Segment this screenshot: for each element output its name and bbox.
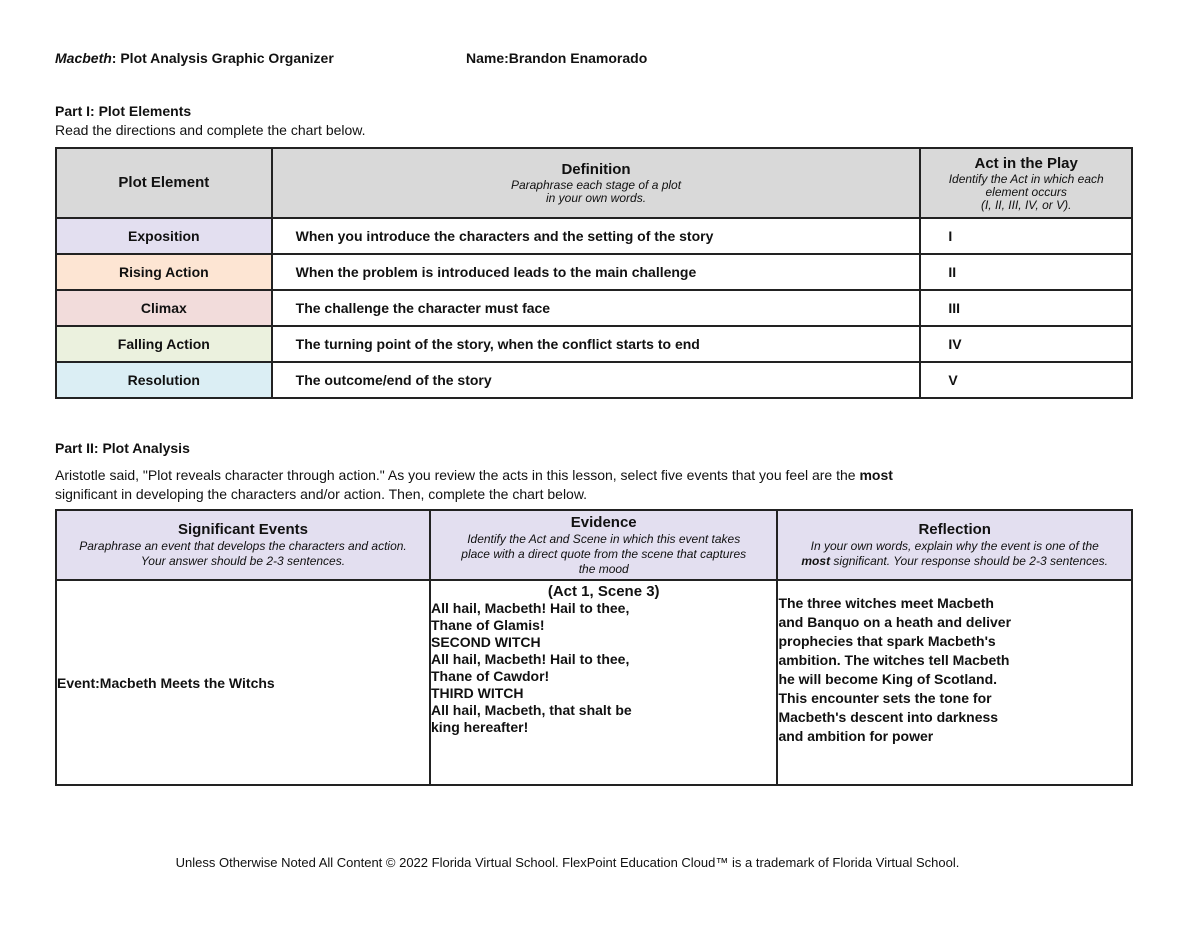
plot-analysis-table — [55, 509, 1133, 786]
event-cell[interactable]: Event:Macbeth Meets the Witchs — [56, 580, 430, 785]
definition-cell[interactable]: When the problem is introduced leads to the main challenge — [272, 254, 921, 290]
plot-elements-table — [55, 147, 1133, 399]
header-definition: Definition Paraphrase each stage of a plot in your own words. — [272, 148, 921, 218]
table-row — [56, 326, 1132, 362]
act-cell[interactable]: I — [920, 218, 1132, 254]
name-label: Name: — [466, 50, 509, 66]
reflection-cell[interactable]: The three witches meet Macbeth and Banquo on a heath and deliver prophecies that spark Macbeth's ambition. The witches tell Macbeth he will become King of Scotland. This encounter sets the tone for Macbeth's descent into darkness and ambition for power — [777, 580, 1132, 785]
act-cell[interactable]: IV — [920, 326, 1132, 362]
evidence-cell[interactable]: (Act 1, Scene 3) All hail, Macbeth! Hail to thee, Thane of Glamis! SECOND WITCH All hail, Macbeth! Hail to thee, Thane of Cawdor! THIRD WITCH All hail, Macbeth, that shalt be king hereafter! — [430, 580, 777, 785]
header-plot-element: Plot Element — [56, 148, 272, 218]
table-row — [56, 254, 1132, 290]
act-cell[interactable]: V — [920, 362, 1132, 398]
part2-directions: Aristotle said, "Plot reveals character through action." As you review the acts in this lesson, select five events that you feel are the most significant in developing the characters and/or action. Then, complete the chart below. — [55, 467, 893, 502]
title-italic: Macbeth — [55, 50, 112, 66]
act-cell[interactable]: II — [920, 254, 1132, 290]
act-cell[interactable]: III — [920, 290, 1132, 326]
plot-element-cell: Resolution — [56, 362, 272, 398]
definition-cell[interactable]: The challenge the character must face — [272, 290, 921, 326]
plot-element-cell: Exposition — [56, 218, 272, 254]
table-row — [56, 362, 1132, 398]
header-evidence: Evidence Identify the Act and Scene in which this event takes place with a direct quote from the scene that captures the mood — [430, 510, 777, 580]
table-row — [56, 218, 1132, 254]
name-value: Brandon Enamorado — [508, 50, 648, 66]
header-act: Act in the Play Identify the Act in which each element occurs (I, II, III, IV, or V). — [920, 148, 1132, 218]
evidence-reference: (Act 1, Scene 3) — [547, 583, 660, 600]
plot-element-cell: Climax — [56, 290, 272, 326]
title-rest: : Plot Analysis Graphic Organizer — [111, 50, 334, 66]
definition-cell[interactable]: When you introduce the characters and the setting of the story — [272, 218, 921, 254]
document-title — [55, 50, 334, 66]
header-reflection: Reflection In your own words, explain why the event is one of the most significant. Your response should be 2-3 sentences. — [777, 510, 1132, 580]
table-row — [56, 580, 1132, 785]
part1-directions: Read the directions and complete the chart below. — [55, 122, 366, 138]
table-row — [56, 290, 1132, 326]
header-significant-events: Significant Events Paraphrase an event that develops the characters and action. Your answer should be 2-3 sentences. — [56, 510, 430, 580]
plot-element-cell: Falling Action — [56, 326, 272, 362]
part2-title: Part II: Plot Analysis — [55, 440, 190, 456]
definition-cell[interactable]: The turning point of the story, when the conflict starts to end — [272, 326, 921, 362]
plot-element-cell: Rising Action — [56, 254, 272, 290]
definition-cell[interactable]: The outcome/end of the story — [272, 362, 921, 398]
student-name — [466, 50, 647, 66]
copyright-footer: Unless Otherwise Noted All Content © 2022 Florida Virtual School. FlexPoint Education Cloud™ is a trademark of Florida Virtual School. — [175, 855, 960, 870]
part1-title: Part I: Plot Elements — [55, 103, 192, 119]
